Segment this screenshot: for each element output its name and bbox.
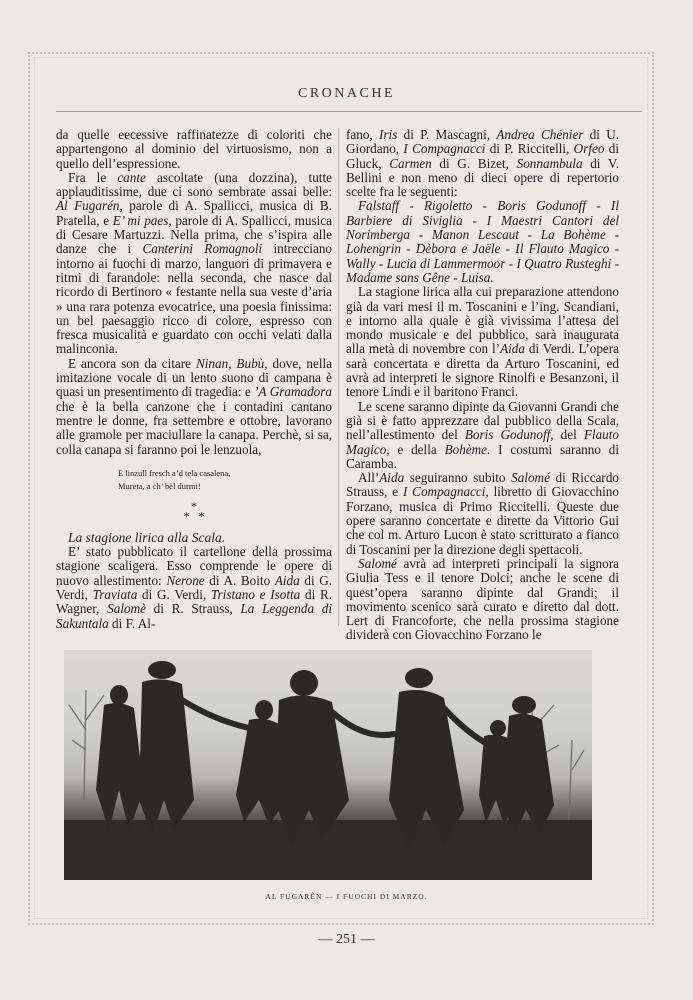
section-header: CRONACHE (297, 86, 395, 101)
paragraph: fano, Iris di P. Mascagni, Andrea Chénier di U. Giordano, I Compagnacci di P. Riccitelli, Orfeo di Gluck, Carmen di G. Bizet, Sonnambula di V. Bellini e non meno di dieci opere di repertorio scelte fra le seguenti: (346, 127, 620, 200)
verse-line: Mureta, a ch’ bël durmi! (118, 480, 201, 491)
photo-silhouettes (64, 650, 592, 880)
paragraph: All’Aida seguiranno subito Salomé di Riccardo Strauss, e I Compagnacci, libretto di Giovacchino Forzano, musica di Primo Riccitelli. Queste due opere saranno concertate e dirette da Vittorio Gui che col m. Arturo Lucon è stato scritturato a fianco di Toscanini per la direzione degli spettacoli. (346, 470, 620, 557)
paragraph: Le scene saranno dipinte da Giovanni Grandi che già si è fatto apprezzare dal pubblico della Scala, nell’allestimento del Boris Godunoff, del Flauto Magico, e della Bohème. I costumi saranno di Caramba. (346, 398, 620, 471)
paragraph: Salomé avrà ad interpreti principali la signora Giulia Tess e il tenore Dolci; anche le scene di quest’opera saranno dipinte dal Grandi; il movimento scenico sarà curato e diretto dal dott. Lert di Francoforte, che nella prossima stagione dividerà con Giovacchino Forzano le (346, 555, 619, 643)
paragraph: da quelle eecessive raffinatezze di coloriti che appartengono al dominio del virtuosismo, non a quello dell’espressione. (56, 127, 332, 171)
right-column (346, 128, 619, 643)
section-title: La stagione lirica alla Scala. (68, 529, 226, 545)
header-rule (56, 111, 642, 112)
paragraph: Fra le cante ascoltate (una dozzina), tutte applauditissime, due ci sono sembrate assai belle: Al Fugarén, parole di A. Spallicci, musica di B. Pratella, e E’ mi paes, parole di A. Spallicci, musica di Cesare Martuzzi. Nella prima, che s’ispira alle danze che i Canterini Romagnoli intrecciano intorno ai fuochi di marzo, languori di primavera e ritmi di farandole: nella seconda, che nasce dal ricordo di Bertinoro « festante nella sua veste d’aria » una rara potenza evocatrice, una poesia finissima: un bel paesaggio ricco di colore, espresso con fresca musicalità e guardato con occhi velati dalla malinconia. (56, 169, 333, 357)
paragraph: E’ stato pubblicato il cartellone della prossima stagione scaligera. Esso comprende le opere di nuovo allestimento: Nerone di A. Boito Aida di G. Verdi, Traviata di G. Verdi, Tristano e Isotta di R. Wagner, Salomè di R. Strauss, La Leggenda di Sakuntala di F. Al- (56, 544, 333, 631)
page-number: — 251 — (318, 932, 375, 947)
photograph-dancers (64, 650, 592, 880)
column-divider (338, 128, 339, 626)
verse-line: E linzull fresch a’d tela casalena, (118, 467, 231, 478)
paragraph: E ancora son da citare Ninan, Bubù, dove, nella imitazione vocale di un lento suono di campana è quasi un presentimento di tragedia: e ’A Gramadora che è la bella canzone che i contadini cantano mentre le donne, fra settembre e ottobre, lavorano alle gramole per maciullare la canapa. Perchè, si sa, colla canapa si faranno poi le lenzuola, (56, 355, 333, 457)
paragraph: Falstaff - Rigoletto - Boris Godunoff - Il Barbiere di Siviglia - I Maestri Cantori del Norimberga - Manon Lescaut - La Bohème - Lohengrin - Dèbora e Jaële - Il Flauto Magico - Wally - Lucia di Lammermoor - I Quatro Rusteghi - Madame sans Gêne - Luisa. (346, 198, 619, 285)
linked-arms (182, 700, 513, 742)
photo-caption: AL FUGARÊN — I FUOCHI DI MARZO. (265, 892, 428, 901)
asterism-separator: * * * (183, 498, 205, 523)
left-column (56, 128, 332, 631)
quoted-verse (118, 467, 332, 493)
paragraph: La stagione lirica alla cui preparazione attendono già da vari mesi il m. Toscanini e l’ing. Scandiani, e intorno alla quale è già vivissima l’attesa del mondo musicale e del pubblico, sarà inaugurata alla metà di novembre con l’Aida di Verdi. L’opera sarà concertata e diretta da Arturo Toscanini, ed avrà ad interpreti le signore Rinolfi e Besanzoni, il tenore Lindi e il baritono Franci. (346, 284, 620, 400)
